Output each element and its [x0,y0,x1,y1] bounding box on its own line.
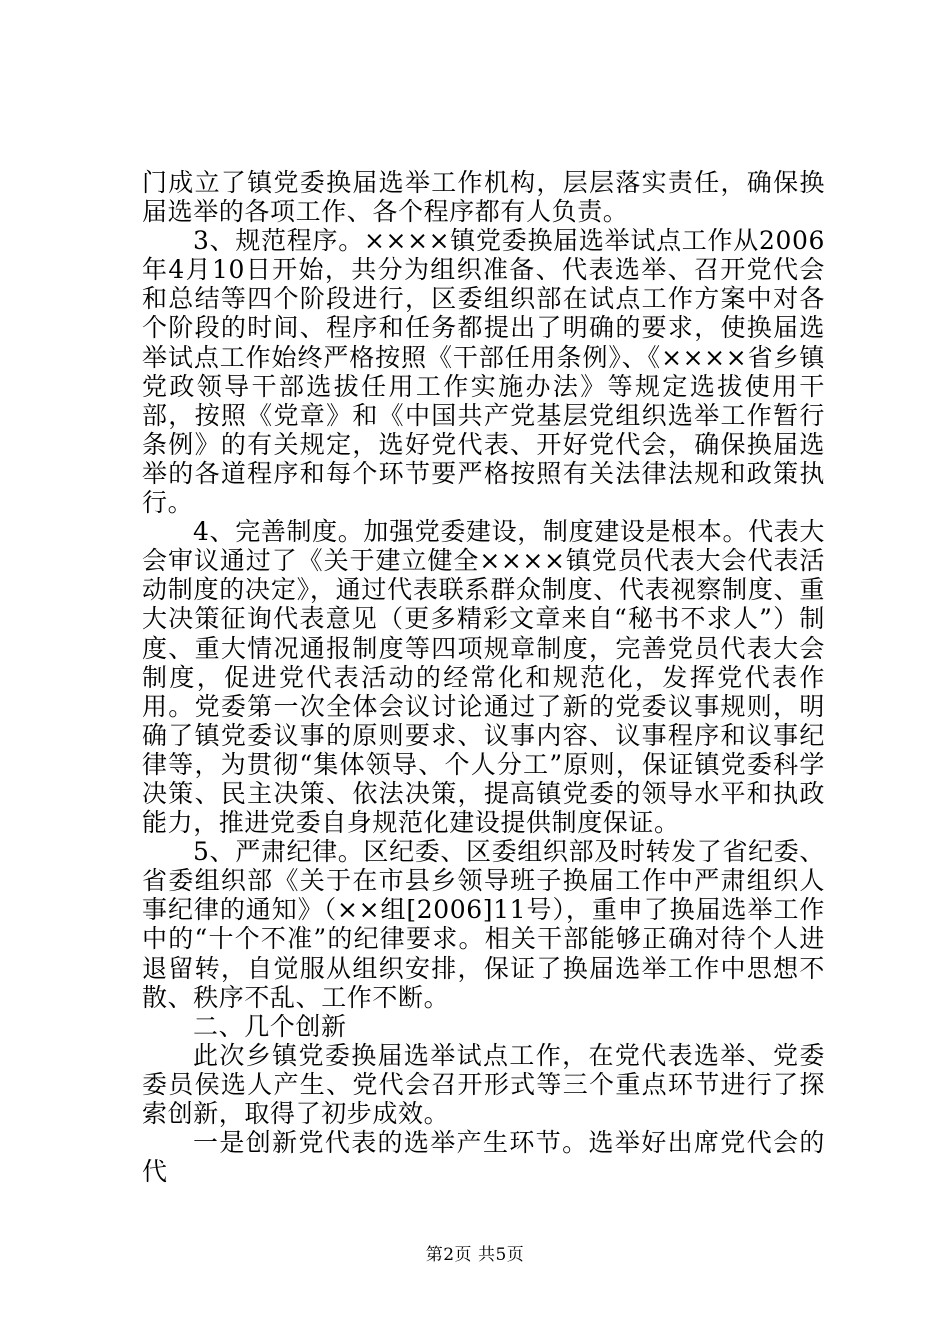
paragraph-continuation: 门成立了镇党委换届选举工作机构，层层落实责任，确保换届选举的各项工作、各个程序都有人负责。 [142,168,825,227]
paragraph-standardize-procedure: 3、规范程序。××××镇党委换届选举试点工作从2006年4月10日开始，共分为组织准备、代表选举、召开党代会和总结等四个阶段进行，区委组织部在试点工作方案中对各个阶段的时间、程序和任务都提出了明确的要求，使换届选举试点工作始终严格按照《干部任用条例》、《××××省乡镇党政领导干部选拔任用工作实施办法》等规定选拔使用干部，按照《党章》和《中国共产党基层党组织选举工作暂行条例》的有关规定，选好党代表、开好党代会，确保换届选举的各道程序和每个环节要严格按照有关法律法规和政策执行。 [142,226,825,518]
paragraph-improve-system: 4、完善制度。加强党委建设，制度建设是根本。代表大会审议通过了《关于建立健全××××镇党员代表大会代表活动制度的决定》，通过代表联系群众制度、代表视察制度、重大决策征询代表意见（更多精彩文章来自“秘书不求人”）制度、重大情况通报制度等四项规章制度，完善党员代表大会制度，促进党代表活动的经常化和规范化，发挥党代表作用。党委第一次全体会议讨论通过了新的党委议事规则，明确了镇党委议事的原则要求、议事内容、议事程序和议事纪律等，为贯彻“集体领导、个人分工”原则，保证镇党委科学决策、民主决策、依法决策，提高镇党委的领导水平和执政能力，推进党委自身规范化建设提供制度保证。 [142,517,825,838]
document-body [142,168,825,1186]
page-number-footer: 第2页 共5页 [425,1245,525,1265]
paragraph-innovation-one: 一是创新党代表的选举产生环节。选举好出席党代会的代 [142,1128,825,1187]
paragraph-strict-discipline: 5、严肃纪律。区纪委、区委组织部及时转发了省纪委、省委组织部《关于在市县乡领导班子换届工作中严肃组织人事纪律的通知》（××组[2006]11号），重申了换届选举工作中的“十个不准”的纪律要求。相关干部能够正确对待个人进退留转，自觉服从组织安排，保证了换届选举工作中思想不散、秩序不乱、工作不断。 [142,837,825,1012]
section-heading-innovations: 二、几个创新 [193,1011,347,1041]
paragraph-innovation-intro: 此次乡镇党委换届选举试点工作，在党代表选举、党委委员侯选人产生、党代会召开形式等三个重点环节进行了探索创新，取得了初步成效。 [142,1040,825,1128]
